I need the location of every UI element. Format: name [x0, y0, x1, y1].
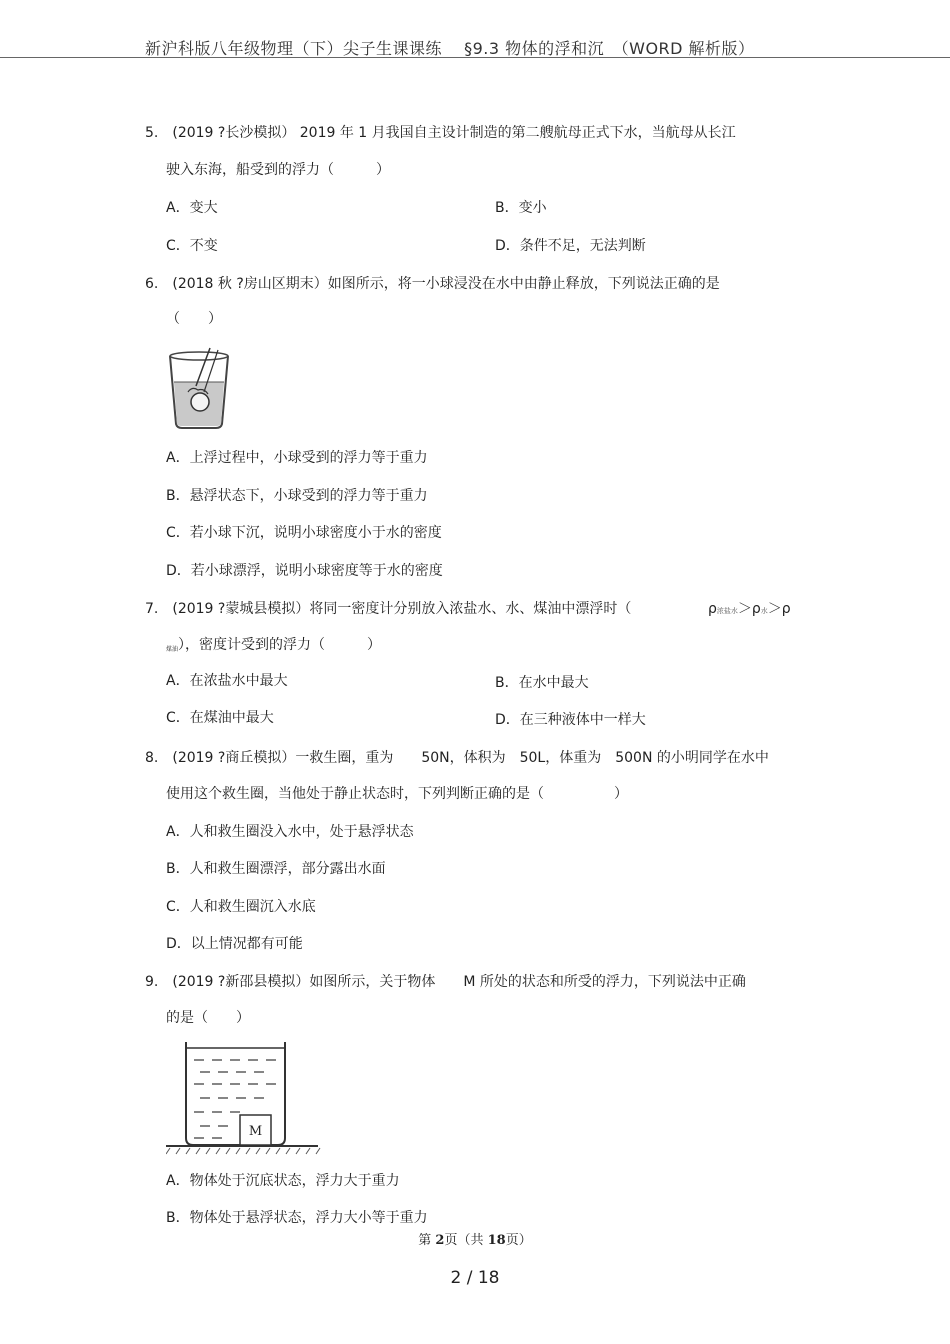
- q9-stem-line1: 9. (2019 ?新邵县模拟）如图所示，关于物体 M 所处的状态和所受的浮力，下列说法中正确: [145, 974, 746, 990]
- q6-stem-line2: （ ）: [166, 311, 222, 327]
- header-title: 新沪科版八年级物理（下）尖子生课课练 §9.3 物体的浮和沉 （WORD 解析版）: [145, 39, 755, 58]
- rho-symbol: ρ: [708, 601, 717, 617]
- footer-mid: 页（共: [444, 1233, 488, 1248]
- q8-option-d: D．以上情况都有可能: [166, 936, 303, 952]
- rho-greater-1: ＞ρ: [737, 601, 761, 617]
- rho-sub-brine: 浓盐水: [716, 607, 738, 615]
- q8-option-b: B．人和救生圈漂浮，部分露出水面: [166, 861, 386, 877]
- rho-sub-kerosene: 煤油: [166, 646, 179, 653]
- q8-option-c: C．人和救生圈沉入水底: [166, 899, 316, 915]
- page-indicator: 2 / 18: [450, 1268, 500, 1288]
- q7-stem-line1: 7. (2019 ?蒙城县模拟）将同一密度计分别放入浓盐水、水、煤油中漂浮时（: [145, 601, 632, 617]
- q8-stem-line1: 8. (2019 ?商丘模拟）一救生圈，重为 50N，体积为 50L，体重为 500N 的小明同学在水中: [145, 750, 769, 766]
- q6-option-b: B．悬浮状态下，小球受到的浮力等于重力: [166, 488, 428, 504]
- q5-option-d: D．条件不足，无法判断: [495, 238, 646, 254]
- glass-ball-figure: [166, 346, 234, 430]
- q7-option-d: D．在三种液体中一样大: [495, 712, 646, 728]
- q5-option-a: A．变大: [166, 200, 218, 216]
- q7-stem-line2-text: ），密度计受到的浮力（ ）: [178, 637, 382, 653]
- footer-total-pages: 18: [487, 1233, 506, 1248]
- q8-stem-line2: 使用这个救生圈，当他处于静止状态时，下列判断正确的是（ ）: [166, 786, 628, 802]
- q7-option-a: A．在浓盐水中最大: [166, 673, 288, 689]
- q8-option-a: A．人和救生圈没入水中，处于悬浮状态: [166, 824, 414, 840]
- footer-prefix: 第: [418, 1233, 436, 1248]
- q5-option-c: C．不变: [166, 238, 218, 254]
- q5-stem-line1: 5. (2019 ?长沙模拟） 2019 年 1 月我国自主设计制造的第二艘航母正式下水，当航母从长江: [145, 125, 736, 141]
- footer-page-number: 2: [435, 1233, 445, 1248]
- q6-option-d: D．若小球漂浮，说明小球密度等于水的密度: [166, 563, 443, 579]
- q5-stem-line2: 驶入东海，船受到的浮力（ ）: [166, 162, 390, 178]
- m-block-label: M: [248, 1124, 263, 1139]
- footer-suffix: 页）: [505, 1233, 532, 1248]
- container-m-figure: [166, 1040, 322, 1156]
- q7-option-c: C．在煤油中最大: [166, 710, 274, 726]
- q7-option-b: B．在水中最大: [495, 675, 589, 691]
- q7-density-relation: [708, 600, 791, 620]
- q6-option-a: A．上浮过程中，小球受到的浮力等于重力: [166, 450, 428, 466]
- q5-option-b: B．变小: [495, 200, 547, 216]
- page-footer: [0, 1229, 950, 1248]
- q6-option-c: C．若小球下沉，说明小球密度小于水的密度: [166, 525, 442, 541]
- rho-greater-2: ＞ρ: [767, 601, 791, 617]
- rho-sub-water: 水: [760, 607, 768, 615]
- q6-stem-line1: 6. (2018 秋 ?房山区期末）如图所示，将一小球浸没在水中由静止释放，下列说法正确的是: [145, 276, 720, 292]
- q9-stem-line2: 的是（ ）: [166, 1010, 250, 1026]
- q9-option-b: B．物体处于悬浮状态，浮力大小等于重力: [166, 1210, 428, 1226]
- page-header: [0, 0, 950, 58]
- q7-stem-line2: [166, 636, 381, 659]
- q9-option-a: A．物体处于沉底状态，浮力大于重力: [166, 1173, 400, 1189]
